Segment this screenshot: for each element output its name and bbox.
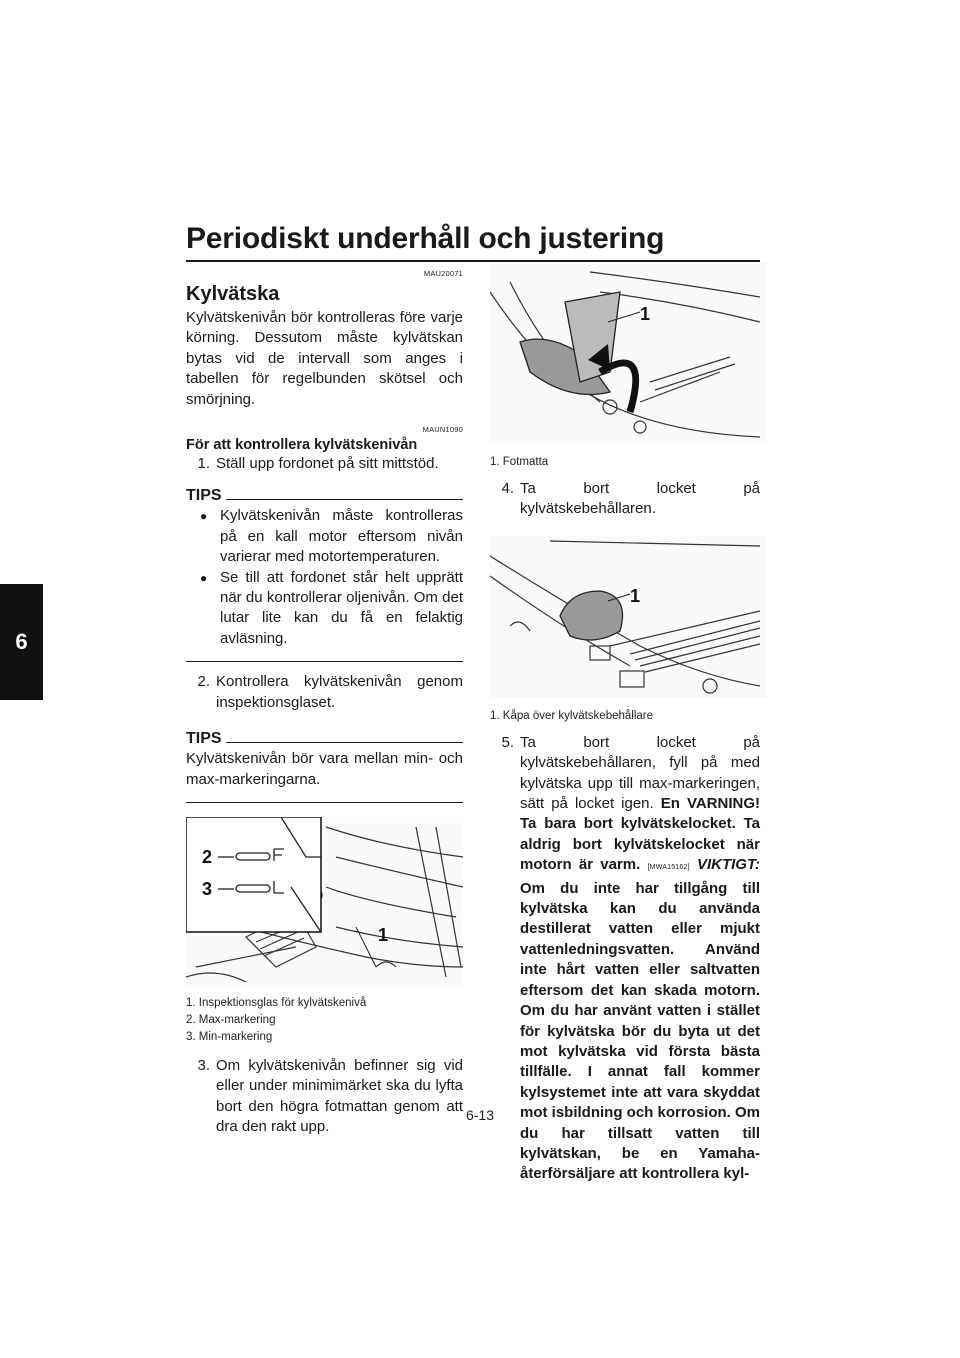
bullet-icon: ● bbox=[200, 509, 208, 524]
tips-label: TIPS bbox=[186, 487, 222, 505]
figure-caption: 1. Kåpa över kylvätskebehållare bbox=[490, 709, 654, 722]
figure-label-2: 2 bbox=[202, 846, 213, 867]
step-text: Om kylvätskenivån befinner sig vid eller under minimimärket ska du lyfta bort den högra fotmattan genom att dra den rakt upp. bbox=[216, 1056, 463, 1136]
figure-label-1: 1 bbox=[630, 585, 641, 606]
subsection-code: MAUN1090 bbox=[422, 425, 463, 435]
tips-box-2-title bbox=[186, 729, 463, 749]
caption-line: 3. Min-markering bbox=[186, 1030, 273, 1043]
right-column bbox=[490, 262, 760, 1185]
step-number: 2. bbox=[197, 673, 210, 691]
figure-label-1: 1 bbox=[640, 304, 651, 324]
step-3 bbox=[186, 1056, 463, 1138]
footmat-figure bbox=[490, 262, 767, 444]
figure-caption: 1. Fotmatta bbox=[490, 456, 549, 468]
tips-item: ● Se till att fordonet står helt upprätt när du kontrollerar oljenivån. Om det lutar lite kan du få en felaktig avläsning. bbox=[186, 568, 463, 650]
left-column bbox=[186, 268, 463, 1138]
tips-end-rule bbox=[186, 661, 463, 662]
footmat-illustration bbox=[490, 262, 760, 444]
figure-label-3: 3 bbox=[202, 878, 213, 899]
step-1 bbox=[186, 454, 463, 474]
notice-label: VIKTIGT: bbox=[696, 856, 760, 874]
step-text: Ställ upp fordonet på sitt mittstöd. bbox=[216, 455, 439, 473]
coolant-cover-illustration bbox=[490, 536, 760, 698]
scooter-sight-glass-illustration bbox=[186, 817, 463, 987]
step-number: 5. bbox=[501, 733, 514, 751]
caption-line: 2. Max-markering bbox=[186, 1013, 276, 1026]
tips-box-1-title bbox=[186, 486, 463, 506]
tips-item: ● Kylvätskenivån måste kontrolleras på en kall motor eftersom nivån varierar med motortemperaturen. bbox=[186, 506, 463, 567]
intro-paragraph: Kylvätskenivån bör kontrolleras före varje körning. Dessutom måste kylvätskan bytas vid de intervall som anges i tabellen för regelbunden skötsel och smörjning. bbox=[186, 309, 463, 408]
section-code: MAU20071 bbox=[423, 269, 463, 278]
step-number: 4. bbox=[501, 480, 514, 497]
coolant-cover-figure bbox=[490, 536, 767, 698]
step-number: 1. bbox=[197, 455, 210, 473]
step-text: Kontrollera kylvätskenivån genom inspektionsglaset. bbox=[216, 673, 463, 711]
tips-end-rule bbox=[186, 802, 463, 803]
caption-line: 1. Inspektionsglas för kylvätskenivå bbox=[186, 996, 367, 1009]
warning-code: [MWA15162] bbox=[647, 864, 690, 872]
inspection-window-figure bbox=[186, 817, 463, 987]
step-4 bbox=[490, 479, 760, 520]
notice-text: Om du inte har tillgång till kylvätska kan du använda destillerat vatten eller mjukt vattenledningsvatten. Använd inte hårt vatten eller saltvatten eftersom det kan skada motorn. Om du har använt vatten i stället för kylvätska bör du byta ut det mot kylvätska vid första bästa tillfälle. I annat fall kommer kylsystemet inte att vara skyddat mot isbildning och korrosion. Om du har tillsatt vatten till kylvätskan, be en Yamaha-återförsäljare att kontrollera kyl- bbox=[520, 879, 761, 1183]
warning-text: En VARNING! Ta bara bort kylvätskelocket. Ta aldrig bort kylvätskelocket när motorn är varm. bbox=[520, 795, 761, 874]
bullet-icon: ● bbox=[200, 570, 208, 585]
chapter-tab: 6 bbox=[0, 584, 43, 700]
figure-label-1: 1 bbox=[378, 924, 389, 945]
figure-captions bbox=[186, 995, 463, 1046]
step-number: 3. bbox=[197, 1056, 210, 1074]
tips-label: TIPS bbox=[186, 729, 222, 747]
step-2 bbox=[186, 672, 463, 713]
page-title: Periodiskt underhåll och justering bbox=[186, 222, 665, 255]
page-number: 6-13 bbox=[465, 1107, 495, 1123]
section-heading: Kylvätska bbox=[186, 283, 280, 305]
step-text: Ta bort locket på kylvätskebehållaren. bbox=[520, 480, 760, 518]
subsection-heading: För att kontrollera kylvätskenivån bbox=[186, 437, 418, 454]
step-5-text: Ta bort locket på kylvätskebehållaren, fyll på med kylvätska upp till max-markeringen, sätt på locket igen. bbox=[520, 733, 760, 813]
tips-text: Kylvätskenivån bör vara mellan min- och max-markeringarna. bbox=[186, 750, 463, 788]
